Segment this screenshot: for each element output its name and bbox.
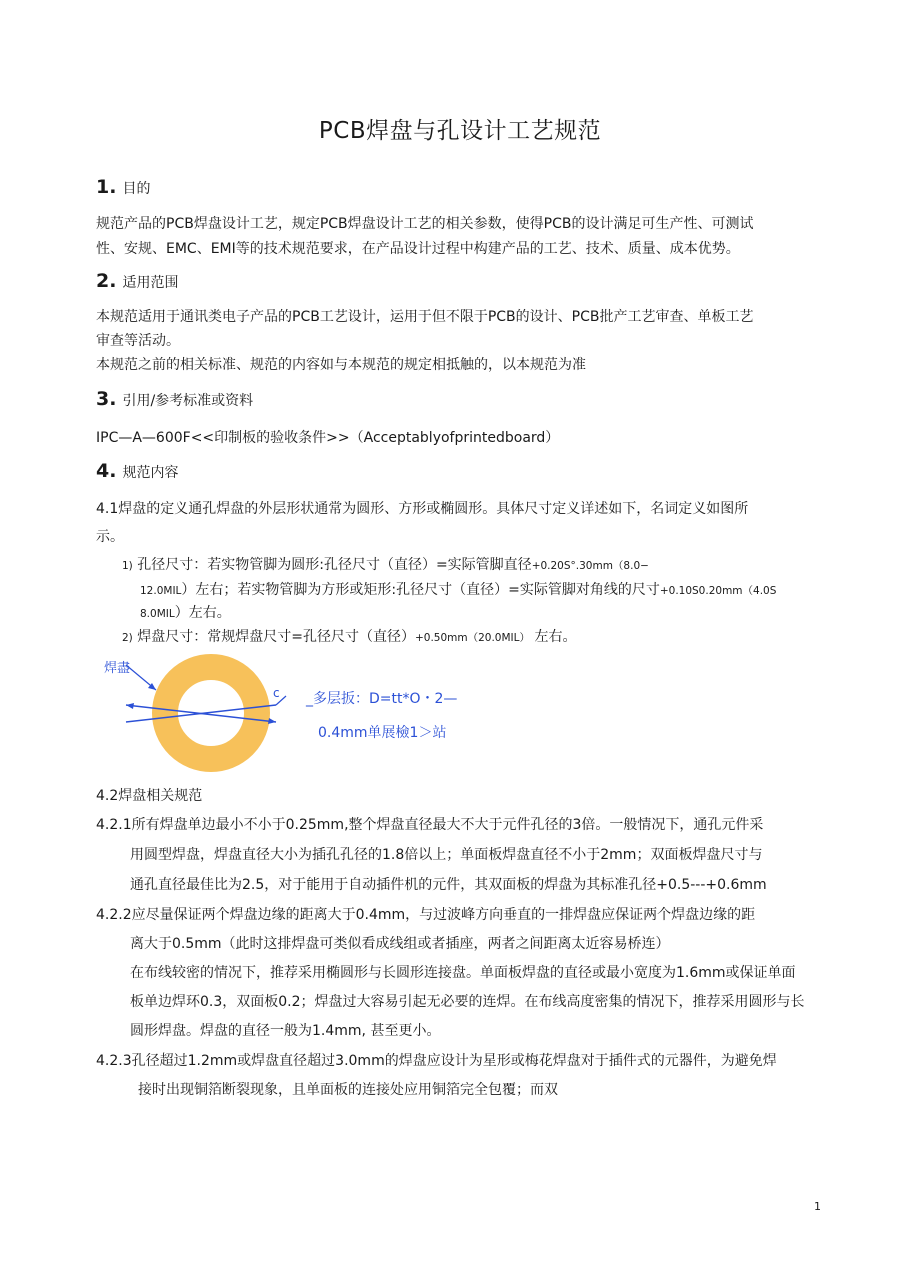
item-tolerance: 8.0MIL (140, 608, 175, 620)
formula-text: _多层扳：D=tt*O・2— (306, 691, 458, 707)
arrow-icon (126, 703, 134, 709)
item-text: ）左右；若实物管脚为方形或矩形:孔径尺寸（直径）=实际管脚对角线的尺寸 (181, 582, 660, 598)
paragraph-4-2-3 (96, 1050, 866, 1108)
list-item-1-end (140, 603, 231, 624)
paragraph-line: 用圆型焊盘，焊盘直径大小为插孔孔径的1.8倍以上；单面板焊盘直径不小于2mm；双面板焊盘尺寸与 (130, 847, 763, 863)
paragraph-4-2-1 (96, 814, 866, 904)
paragraph-4-1 (96, 498, 866, 550)
paragraph-line: 离大于0.5mm（此时这排焊盘可类似看成线组或者插座，两者之间距离太近容易桥连） (130, 936, 670, 952)
paragraph-line: 通孔直径最佳比为2.5，对于能用于自动插件机的元件，其双面板的焊盘为其标准孔径+0.5---+0.6mm (130, 877, 767, 893)
list-item-1-cont (140, 580, 776, 601)
paragraph-line: 示。 (96, 529, 124, 545)
item-tolerance: 12.0MIL (140, 585, 182, 597)
section-title: 适用范围 (122, 275, 179, 291)
section-number: 1. (96, 176, 117, 198)
paragraph-line: 板单边焊环0.3，双面板0.2；焊盘过大容易引起无必要的连焊。在布线高度密集的情况下，推荐采用圆形与长 (130, 994, 805, 1010)
list-number: 1) (122, 560, 133, 572)
section-number: 3. (96, 388, 117, 410)
item-tolerance: +0.20S°.30mm（8.0− (531, 560, 649, 572)
pad-diagram (96, 650, 516, 775)
arrow-icon (268, 718, 276, 724)
paragraph-4-2-2-b (130, 962, 870, 1049)
item-text: ）左右。 (174, 605, 231, 621)
paragraph-line: 圆形焊盘。焊盘的直径一般为1.4mm, 甚至更小。 (130, 1023, 441, 1039)
formula-text-2: 0.4mm单展檢1＞站 (318, 725, 447, 741)
paragraph-4-2-2 (96, 904, 866, 962)
paragraph-line: 4.2.2应尽量保证两个焊盘边缘的距离大于0.4mm，与过波峰方向垂直的一排焊盘应保证两个焊盘边缘的距 (96, 907, 756, 923)
pad-label: 焊盡 (104, 661, 131, 676)
section-heading-2 (96, 270, 178, 292)
list-item-2 (122, 627, 576, 648)
list-item-1 (122, 555, 649, 576)
page-title: PCB焊盘与孔设计工艺规范 (318, 118, 602, 144)
section-2-body (96, 306, 866, 378)
section-number: 4. (96, 460, 117, 482)
reference-line: IPC—A—600F<<印制板的验收条件>>（Acceptablyofprintedboard） (96, 430, 560, 446)
section-4-2-heading: 4.2焊盘相关规范 (96, 788, 203, 804)
section-1-body (96, 213, 866, 263)
paragraph-line: 4.1焊盘的定义通孔焊盘的外层形状通常为圆形、方形或椭圆形。具体尺寸定义详述如下，名词定义如图所 (96, 501, 749, 517)
paragraph-line: 审查等活动。 (96, 333, 180, 349)
paragraph-line: 在布线较密的情况下，推荐采用椭圆形与长圆形连接盘。单面板焊盘的直径或最小宽度为1.6mm或保证单面 (130, 965, 796, 981)
item-tolerance: +0.50mm（20.0MIL） (414, 632, 530, 644)
section-heading-4 (96, 460, 178, 482)
pad-label-c: c (273, 686, 280, 700)
section-title: 规范内容 (122, 465, 179, 481)
paragraph-line: 4.2.1所有焊盘单边最小不小于0.25mm,整个焊盘直径最大不大于元件孔径的3倍。一般情况下，通孔元件采 (96, 817, 764, 833)
section-title: 引用/参考标准或资料 (122, 393, 254, 409)
paragraph-line: 本规范之前的相关标准、规范的内容如与本规范的规定相抵触的，以本规范为准 (96, 357, 586, 373)
list-number: 2) (122, 632, 133, 644)
paragraph-line: 规范产品的PCB焊盘设计工艺，规定PCB焊盘设计工艺的相关参数，使得PCB的设计满足可生产性、可测试 (96, 216, 754, 232)
section-heading-1 (96, 176, 150, 198)
section-number: 2. (96, 270, 117, 292)
item-text: 焊盘尺寸：常规焊盘尺寸=孔径尺寸（直径） (137, 629, 415, 645)
paragraph-line: 4.2.3孔径超过1.2mm或焊盘直径超过3.0mm的焊盘应设计为星形或梅花焊盘对于插件式的元器件，为避免焊 (96, 1053, 777, 1069)
paragraph-line: 本规范适用于通讯类电子产品的PCB工艺设计，运用于但不限于PCB的设计、PCB批产工艺审查、单板工艺 (96, 309, 754, 325)
item-tolerance: +0.10S0.20mm（4.0S (659, 585, 777, 597)
section-heading-3 (96, 388, 253, 410)
item-text: 孔径尺寸：若实物管脚为圆形:孔径尺寸（直径）=实际管脚直径 (137, 557, 532, 573)
section-title: 目的 (122, 181, 151, 197)
paragraph-line: 性、安规、EMC、EMI等的技术规范要求，在产品设计过程中构建产品的工艺、技术、质量、成本优势。 (96, 241, 740, 257)
item-text: 左右。 (534, 629, 577, 645)
page-number: 1 (814, 1200, 821, 1213)
paragraph-line: 接时出现铜箔断裂现象，且单面板的连接处应用铜箔完全包覆；而双 (138, 1082, 558, 1098)
